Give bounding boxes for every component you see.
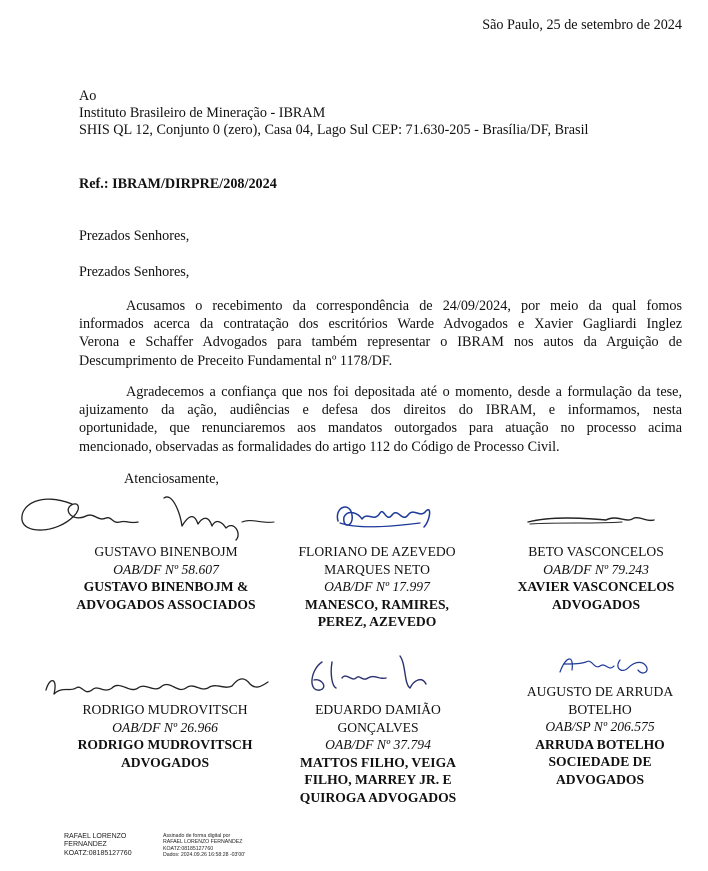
paragraph-line: mencionado, observadas as formalidades do artigo 112 do Código de Processo Civil. xyxy=(79,438,560,455)
letter-date: São Paulo, 25 de setembro de 2024 xyxy=(482,17,682,33)
signatory-firm: FILHO, MARREY JR. E xyxy=(304,772,452,787)
digital-signature-line: Assinado de forma digital por xyxy=(163,833,231,839)
signatory-firm: ADVOGADOS xyxy=(120,754,210,770)
digital-signature-line: KOATZ:08185127760 xyxy=(64,849,132,857)
signatory-oab: OAB/DF Nº 26.966 xyxy=(112,719,218,735)
signatory-binenbojm xyxy=(62,543,270,613)
signatory-oab: OAB/DF Nº 58.607 xyxy=(113,561,219,577)
paragraph-line: Descumprimento de Preceito Fundamental nº 1178/DF. xyxy=(79,352,393,369)
signatory-name: AUGUSTO DE ARRUDA xyxy=(526,684,674,699)
signatory-oab: OAB/DF Nº 37.794 xyxy=(325,737,431,752)
signatory-name: BOTELHO xyxy=(568,701,632,717)
signatory-botelho xyxy=(500,683,700,788)
signatory-firm: MATTOS FILHO, VEIGA xyxy=(300,754,456,770)
signatory-firm: GUSTAVO BINENBOJM & xyxy=(83,579,249,594)
signatory-firm: ADVOGADOS xyxy=(555,771,645,787)
signature-damiao xyxy=(296,648,446,706)
signatory-firm: SOCIEDADE DE xyxy=(548,754,652,769)
digital-signature-line: FERNANDEZ xyxy=(64,841,107,849)
signatory-vasconcelos xyxy=(496,543,696,613)
digital-signature-line: Dados: 2024.09.26 16:58:28 -03'00' xyxy=(163,851,246,858)
signatory-oab: OAB/DF Nº 79.243 xyxy=(543,561,649,577)
digital-signature-name xyxy=(64,833,132,858)
signatory-oab: OAB/SP Nº 206.575 xyxy=(545,719,655,734)
signatory-name: FLORIANO DE AZEVEDO xyxy=(298,544,456,559)
closing: Atenciosamente, xyxy=(124,471,219,487)
paragraph-line: Acusamos o recebimento da correspondência de 24/09/2024, por meio da qual fomos xyxy=(126,298,682,314)
signatory-name: EDUARDO DAMIÃO xyxy=(315,702,441,717)
signatory-name: GONÇALVES xyxy=(337,719,419,735)
recipient-to: Ao xyxy=(79,88,97,104)
digital-signature-line: KOATZ:08185127760 xyxy=(163,845,214,852)
reference-line: Ref.: IBRAM/DIRPRE/208/2024 xyxy=(79,176,277,192)
paragraph-line: ajuizamento da ação, audiências e defesa dos direitos do IBRAM, e informamos, nesta xyxy=(79,402,682,419)
digital-signature-line: RAFAEL LORENZO FERNANDEZ xyxy=(163,839,243,846)
digital-signature-details xyxy=(163,833,245,858)
signatory-firm: ADVOGADOS ASSOCIADOS xyxy=(76,596,256,612)
signatory-firm: RODRIGO MUDROVITSCH xyxy=(77,737,253,752)
signature-floriano xyxy=(328,493,438,541)
signatory-mudrovitsch xyxy=(60,701,270,771)
signatory-firm: ADVOGADOS xyxy=(551,596,641,612)
signatory-firm: PEREZ, AZEVEDO xyxy=(317,614,437,629)
signatory-firm: XAVIER VASCONCELOS xyxy=(517,579,675,594)
signatory-name: MARQUES NETO xyxy=(324,561,430,577)
signatory-name: GUSTAVO BINENBOJM xyxy=(94,544,238,559)
paragraph-receipt xyxy=(79,297,682,370)
paragraph-line: Agradecemos a confiança que nos foi depositada até o momento, desde a formulação da tese, xyxy=(126,384,682,400)
signatory-damiao xyxy=(282,701,474,806)
greeting-2: Prezados Senhores, xyxy=(79,264,190,280)
paragraph-thanks xyxy=(79,383,682,456)
signatory-firm: QUIROGA ADVOGADOS xyxy=(299,789,457,805)
signature-vasconcelos xyxy=(522,508,662,532)
recipient-block xyxy=(79,88,588,139)
signatory-oab: OAB/DF Nº 17.997 xyxy=(324,579,430,594)
recipient-name: Instituto Brasileiro de Mineração - IBRAM xyxy=(79,105,326,121)
recipient-address: SHIS QL 12, Conjunto 0 (zero), Casa 04, Lago Sul CEP: 71.630-205 - Brasília/DF, Brasil xyxy=(79,122,589,138)
signatory-name: BETO VASCONCELOS xyxy=(528,544,664,559)
greeting-1: Prezados Senhores, xyxy=(79,228,190,244)
paragraph-line: informados acerca da contratação dos escritórios Warde Advogados e Xavier Gagliardi Inglez xyxy=(79,316,682,333)
paragraph-line: oportunidade, que renunciaremos aos mandatos outorgados para atuação no processo acima xyxy=(79,420,682,437)
digital-signature-line: RAFAEL LORENZO xyxy=(64,833,127,840)
paragraph-line: Verona e Schaffer Advogados para também representar o IBRAM nos autos da Arguição de xyxy=(79,334,682,351)
signatory-name: RODRIGO MUDROVITSCH xyxy=(82,702,248,717)
signatory-firm: ARRUDA BOTELHO xyxy=(535,736,665,752)
signatory-firm: MANESCO, RAMIRES, xyxy=(305,596,449,612)
signatory-floriano xyxy=(282,543,472,631)
signature-binenbojm xyxy=(12,482,282,552)
signature-botelho xyxy=(552,646,662,682)
